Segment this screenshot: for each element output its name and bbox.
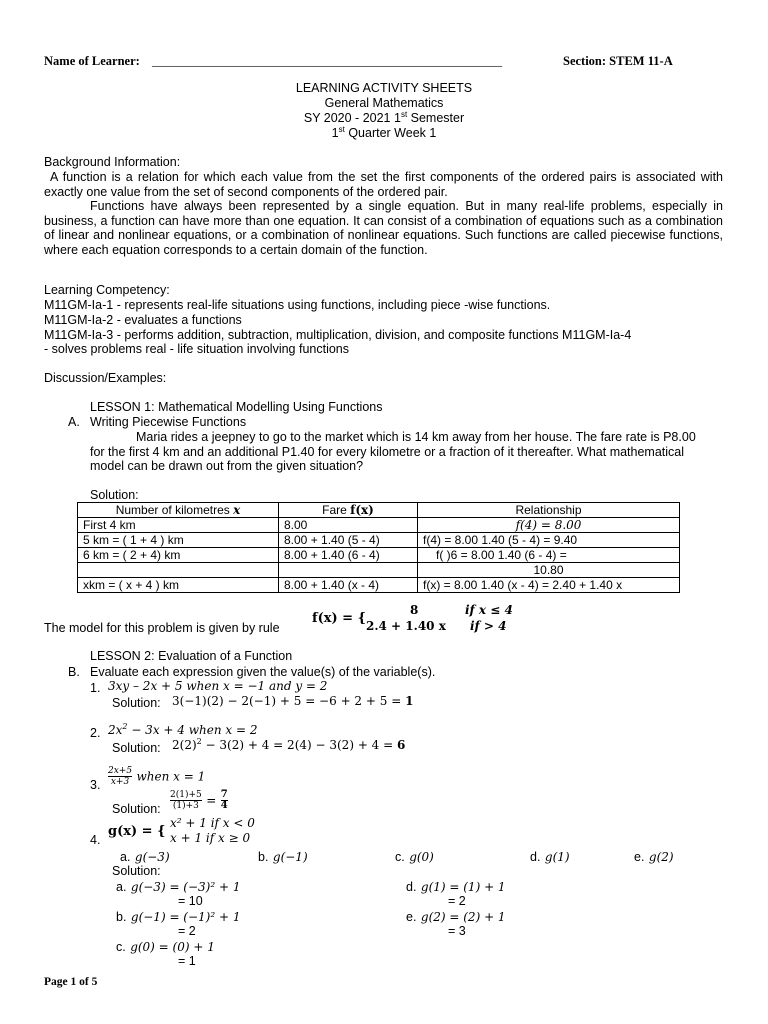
solution-label: Solution: xyxy=(112,741,161,755)
name-blank-line[interactable]: ________________________________________________________ xyxy=(152,54,502,68)
table-header: Fare f(x) xyxy=(279,503,418,518)
table-cell: 10.80 xyxy=(418,563,680,578)
solution-d: d. g(1) = (1) + 1 xyxy=(406,880,506,894)
lesson-1-title: LESSON 1: Mathematical Modelling Using Functions xyxy=(90,400,383,414)
model-row-1-value: 8 xyxy=(410,603,419,617)
model-row-2-value: 2.4 + 1.40 x xyxy=(366,619,446,633)
solution-label: Solution: xyxy=(112,864,161,878)
table-cell: First 4 km xyxy=(78,518,279,533)
table-row xyxy=(78,518,680,533)
example-4-row-1: x² + 1 if x < 0 xyxy=(170,816,255,830)
section-a-title: Writing Piecewise Functions xyxy=(90,415,247,429)
example-number: 2. xyxy=(90,726,101,740)
solution-b-result: = 2 xyxy=(178,924,196,938)
competency-heading: Learning Competency: xyxy=(44,283,170,297)
example-number: 1. xyxy=(90,681,101,695)
example-2-solution: $2(2)^2 - 3(2) + 4 = 2(4) - 3(2) + 4 = 6$ xyxy=(172,737,406,752)
competency-item: - solves problems real - life situation involving functions xyxy=(44,342,349,356)
example-1-solution: 3(−1)(2) − 2(−1) + 5 = −6 + 2 + 5 = 1 xyxy=(172,694,414,708)
model-row-1-condition: if x ≤ 4 xyxy=(465,603,513,617)
model-lhs: f(x) = { xyxy=(312,611,366,626)
solution-c: c. g(0) = (0) + 1 xyxy=(116,940,215,954)
section-b-label: B. xyxy=(68,665,80,679)
table-cell xyxy=(279,563,418,578)
table-row xyxy=(78,563,680,578)
table-row xyxy=(78,578,680,593)
solution-b: b. g(−1) = (−1)² + 1 xyxy=(116,910,241,924)
background-paragraph-2: Functions have always been represented by a single equation. But in many real-life problems, especially in business, a function can have more than one equation. It can consist of a combination of equations such as a combination of linear and nonlinear equations, or a combination of nonlinear equations. Such functions are called piecewise functions, where each equation corresponds to a certain domain of the function. xyxy=(44,199,723,257)
table-header: Relationship xyxy=(418,503,680,518)
table-cell: 5 km = ( 1 + 4 ) km xyxy=(78,533,279,548)
table-cell: 8.00 xyxy=(279,518,418,533)
example-2-expression: $2x^2 - 3x + 4$ when x = 2 xyxy=(108,722,258,737)
solution-e: e. g(2) = (2) + 1 xyxy=(406,910,506,924)
example-4-part: b. g(−1) xyxy=(258,850,308,864)
example-4-part: c. g(0) xyxy=(395,850,434,864)
competency-item: M11GM-Ia-2 - evaluates a functions xyxy=(44,313,242,327)
sheet-title: LEARNING ACTIVITY SHEETS xyxy=(295,81,473,95)
competency-item: M11GM-Ia-3 - performs addition, subtraction, multiplication, division, and composite functions M11GM-Ia-4 xyxy=(44,328,632,342)
solution-a-result: = 10 xyxy=(178,894,203,908)
example-4-part: d. g(1) xyxy=(530,850,570,864)
quarter-week: 1st Quarter Week 1 xyxy=(331,125,437,140)
solution-label: Solution: xyxy=(112,696,161,710)
name-of-learner-label: Name of Learner: xyxy=(44,54,140,68)
table-cell: xkm = ( x + 4 ) km xyxy=(78,578,279,593)
section-a-label: A. xyxy=(68,415,80,429)
example-4-part: a. g(−3) xyxy=(120,850,170,864)
lesson-2-title: LESSON 2: Evaluation of a Function xyxy=(90,649,293,663)
solution-e-result: = 3 xyxy=(448,924,466,938)
example-number: 3. xyxy=(90,778,101,792)
table-cell: 6 km = ( 2 + 4) km xyxy=(78,548,279,563)
section-b-title: Evaluate each expression given the value(s) of the variable(s). xyxy=(90,665,436,679)
table-header-row xyxy=(78,503,680,518)
table-cell: f(x) = 8.00 1.40 (x - 4) = 2.40 + 1.40 x xyxy=(418,578,680,593)
example-4-part: e. g(2) xyxy=(634,850,674,864)
solution-label: Solution: xyxy=(112,802,161,816)
example-number: 4. xyxy=(90,833,101,847)
solution-a: a. g(−3) = (−3)² + 1 xyxy=(116,880,241,894)
solution-d-result: = 2 xyxy=(448,894,466,908)
table-cell: 8.00 + 1.40 (x - 4) xyxy=(279,578,418,593)
table-cell: 8.00 + 1.40 (5 - 4) xyxy=(279,533,418,548)
solution-label: Solution: xyxy=(90,488,139,502)
table-header: Number of kilometres x xyxy=(78,503,279,518)
table-cell: f(4) = 8.00 xyxy=(418,518,680,533)
page-number: Page 1 of 5 xyxy=(44,976,98,988)
model-row-2-condition: if > 4 xyxy=(470,619,507,633)
model-text: The model for this problem is given by rule xyxy=(44,621,280,635)
solution-c-result: = 1 xyxy=(178,954,196,968)
section-label: Section: STEM 11-A xyxy=(563,54,673,68)
fare-table xyxy=(77,502,680,593)
problem-statement: Maria rides a jeepney to go to the market which is 14 km away from her house. The fare rate is P8.00 for the first 4 km and an additional P1.40 for every kilometre or a fraction of it thereafter. What mathematical model can be drawn out from the given situation? xyxy=(90,430,696,474)
example-3-solution: $\frac{2(1)+5}{(1)+3}$ = $\frac{7}{4}$ xyxy=(170,789,228,811)
table-row xyxy=(78,533,680,548)
table-cell xyxy=(78,563,279,578)
example-1-expression: 3xy – 2x + 5 when x = −1 and y = 2 xyxy=(108,679,328,693)
background-heading: Background Information: xyxy=(44,155,181,169)
school-year: SY 2020 - 2021 1st Semester xyxy=(303,110,465,125)
background-paragraph-1: A function is a relation for which each value from the set the first components of the ordered pairs is associated with exactly one value from the set of second components of the ordered pair. xyxy=(44,170,723,199)
subject-title: General Mathematics xyxy=(324,96,444,110)
example-3-expression: $\frac{2x+5}{x+3}$ when x = 1 xyxy=(108,766,206,787)
discussion-heading: Discussion/Examples: xyxy=(44,371,167,385)
table-cell: f(4) = 8.00 1.40 (5 - 4) = 9.40 xyxy=(418,533,680,548)
table-cell: 8.00 + 1.40 (6 - 4) xyxy=(279,548,418,563)
competency-item: M11GM-Ia-1 - represents real-life situations using functions, including piece -wise functions. xyxy=(44,298,551,312)
example-4-row-2: x + 1 if x ≥ 0 xyxy=(170,831,251,845)
example-4-function: g(x) = { xyxy=(108,824,166,839)
table-row xyxy=(78,548,680,563)
table-cell: f( )6 = 8.00 1.40 (6 - 4) = xyxy=(418,548,680,563)
